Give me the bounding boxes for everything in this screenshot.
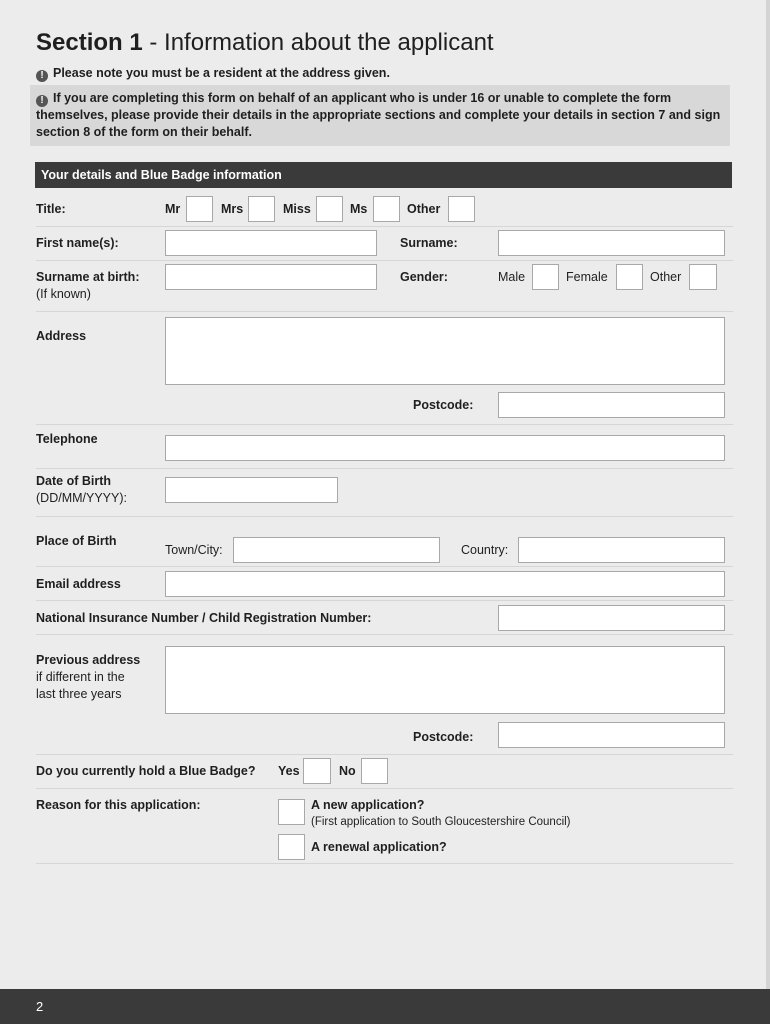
divider	[36, 754, 733, 755]
reason-label: Reason for this application:	[36, 798, 201, 812]
previous-postcode-field[interactable]	[498, 722, 725, 748]
behalf-note-text: If you are completing this form on behalf of an applicant who is under 16 or unable to complete the form themselves, please provide their details in the appropriate sections and complete your details in section 7 and sign section 8 of the form on their behalf.	[36, 91, 721, 139]
dob-hint: (DD/MM/YYYY):	[36, 491, 127, 505]
town-field[interactable]	[233, 537, 440, 563]
gender-label: Gender:	[400, 270, 448, 284]
new-application-label: A new application?	[311, 798, 425, 812]
divider	[36, 863, 733, 864]
blue-badge-yes-checkbox[interactable]	[303, 758, 331, 784]
email-label: Email address	[36, 577, 121, 591]
email-field[interactable]	[165, 571, 725, 597]
renewal-application-checkbox[interactable]	[278, 834, 305, 860]
title-option-miss: Miss	[283, 202, 311, 216]
title-other-checkbox[interactable]	[448, 196, 475, 222]
blue-badge-question: Do you currently hold a Blue Badge?	[36, 764, 256, 778]
yes-label: Yes	[278, 764, 300, 778]
renewal-application-label: A renewal application?	[311, 840, 447, 854]
resident-note	[36, 66, 390, 82]
section-bar: Your details and Blue Badge information	[35, 162, 732, 188]
surname-birth-field[interactable]	[165, 264, 377, 290]
country-label: Country:	[461, 543, 509, 557]
first-name-field[interactable]	[165, 230, 377, 256]
dob-label: Date of Birth	[36, 474, 111, 488]
ni-number-field[interactable]	[498, 605, 725, 631]
blue-badge-no-checkbox[interactable]	[361, 758, 388, 784]
section-number: Section 1	[36, 29, 143, 56]
title-mrs-checkbox[interactable]	[248, 196, 275, 222]
gender-other-label: Other	[650, 270, 682, 284]
divider	[36, 226, 733, 227]
page-number: 2	[36, 999, 44, 1014]
page-footer	[0, 989, 770, 1024]
previous-address-hint-2: last three years	[36, 687, 122, 701]
divider	[36, 311, 733, 312]
divider	[36, 424, 733, 425]
gender-male-checkbox[interactable]	[532, 264, 559, 290]
telephone-field[interactable]	[165, 435, 725, 461]
page-title	[36, 29, 494, 57]
previous-address-field[interactable]	[165, 646, 725, 714]
title-option-mrs: Mrs	[221, 202, 244, 216]
page-edge	[766, 0, 770, 990]
no-label: No	[339, 764, 356, 778]
first-name-label: First name(s):	[36, 236, 119, 250]
title-label: Title:	[36, 202, 66, 216]
previous-address-hint-1: if different in the	[36, 670, 125, 684]
place-of-birth-label: Place of Birth	[36, 534, 117, 548]
gender-female-label: Female	[566, 270, 608, 284]
title-mr-checkbox[interactable]	[186, 196, 213, 222]
address-label: Address	[36, 329, 87, 343]
gender-female-checkbox[interactable]	[616, 264, 643, 290]
surname-birth-hint: (If known)	[36, 287, 91, 301]
divider	[36, 468, 733, 469]
postcode-field[interactable]	[498, 392, 725, 418]
title-miss-checkbox[interactable]	[316, 196, 343, 222]
surname-birth-label: Surname at birth:	[36, 270, 140, 284]
divider	[36, 788, 733, 789]
divider	[36, 600, 733, 601]
divider	[36, 566, 733, 567]
new-application-checkbox[interactable]	[278, 799, 305, 825]
previous-postcode-label: Postcode:	[413, 730, 474, 744]
exclamation-icon: !	[36, 70, 48, 82]
title-option-other: Other	[407, 202, 441, 216]
previous-address-label: Previous address	[36, 653, 141, 667]
surname-label: Surname:	[400, 236, 458, 250]
surname-field[interactable]	[498, 230, 725, 256]
town-label: Town/City:	[165, 543, 223, 557]
title-ms-checkbox[interactable]	[373, 196, 400, 222]
gender-male-label: Male	[498, 270, 526, 284]
divider	[36, 516, 733, 517]
dob-field[interactable]	[165, 477, 338, 503]
exclamation-icon: !	[36, 95, 48, 107]
new-application-hint: (First application to South Gloucestershire Council)	[311, 816, 571, 828]
postcode-label: Postcode:	[413, 398, 474, 412]
behalf-note	[30, 85, 730, 146]
section-title: - Information about the applicant	[142, 29, 494, 56]
divider	[36, 634, 733, 635]
address-field[interactable]	[165, 317, 725, 385]
country-field[interactable]	[518, 537, 725, 563]
title-option-mr: Mr	[165, 202, 181, 216]
telephone-label: Telephone	[36, 432, 98, 446]
divider	[36, 260, 733, 261]
gender-other-checkbox[interactable]	[689, 264, 717, 290]
title-option-ms: Ms	[350, 202, 368, 216]
ni-number-label: National Insurance Number / Child Registration Number:	[36, 611, 372, 625]
resident-note-text: Please note you must be a resident at the address given.	[53, 66, 390, 80]
